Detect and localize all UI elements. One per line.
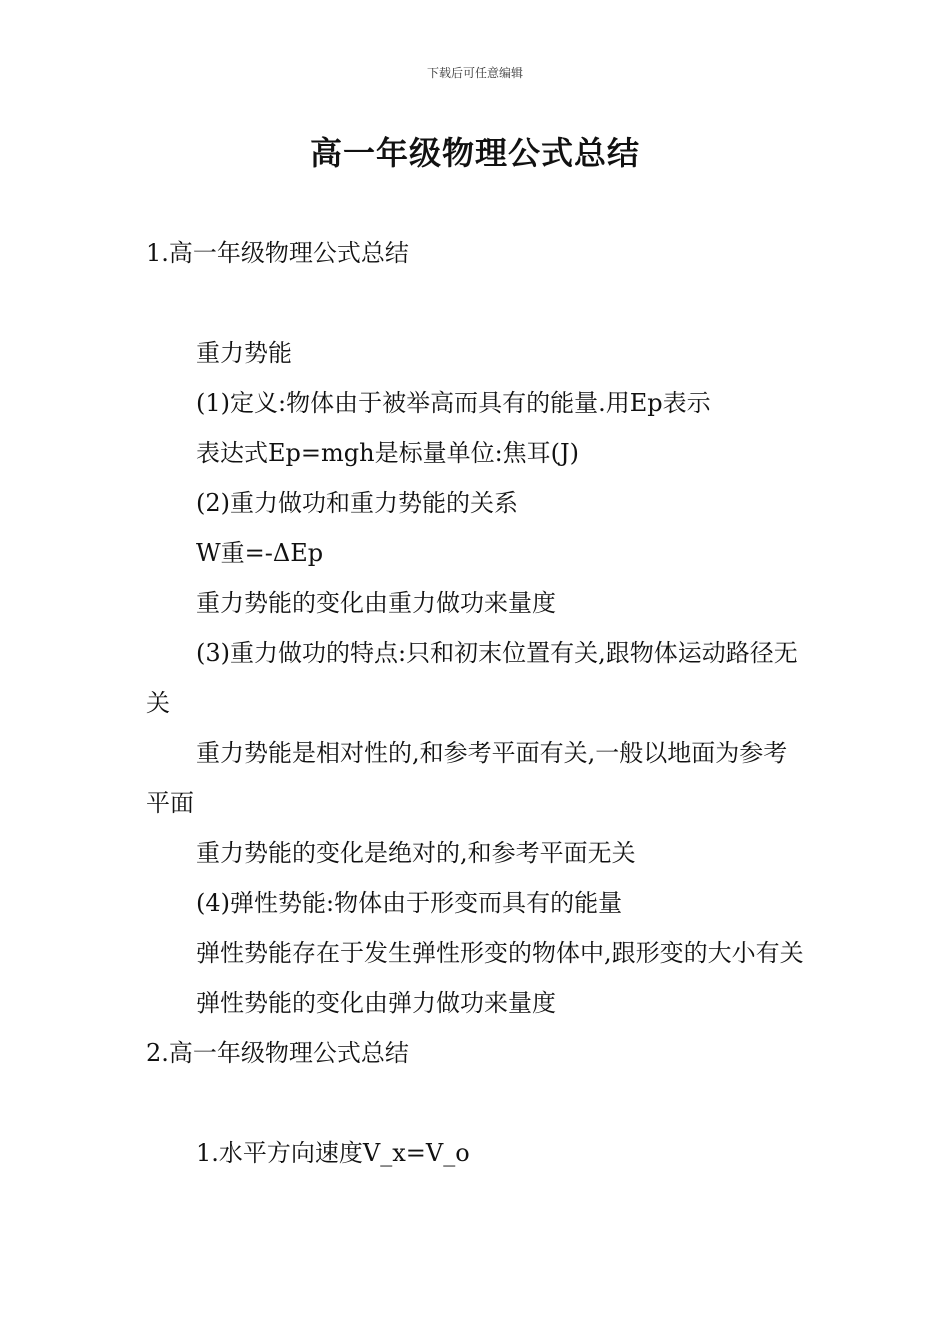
paragraph: (4)弹性势能:物体由于形变而具有的能量 [196,889,623,917]
paragraph: 重力势能 [196,339,292,367]
page-header-note: 下载后可任意编辑 [426,66,523,80]
document-body [146,228,810,1178]
paragraph: 重力势能的变化由重力做功来量度 [196,589,556,617]
paragraph: 表达式Ep=mgh是标量单位:焦耳(J) [196,439,580,467]
paragraph: (1)定义:物体由于被举高而具有的能量.用Ep表示 [196,389,711,417]
paragraph: 重力势能的变化是绝对的,和参考平面无关 [196,839,636,867]
paragraph: 弹性势能存在于发生弹性形变的物体中,跟形变的大小有关 [196,939,804,967]
blank-line [146,278,810,328]
section-heading: 1.高一年级物理公式总结 [146,239,409,267]
paragraph: (3)重力做功的特点:只和初末位置有关,跟物体运动路径无关 [146,639,798,717]
formula-line: 1.水平方向速度V_x=V_o [196,1139,470,1167]
paragraph: (2)重力做功和重力势能的关系 [196,489,518,517]
formula-line: W重=-ΔEp [196,539,324,567]
document-title: 高一年级物理公式总结 [309,134,640,172]
blank-line [146,1078,810,1128]
paragraph: 弹性势能的变化由弹力做功来量度 [196,989,556,1017]
paragraph: 重力势能是相对性的,和参考平面有关,一般以地面为参考平面 [146,739,788,817]
section-heading: 2.高一年级物理公式总结 [146,1039,409,1067]
